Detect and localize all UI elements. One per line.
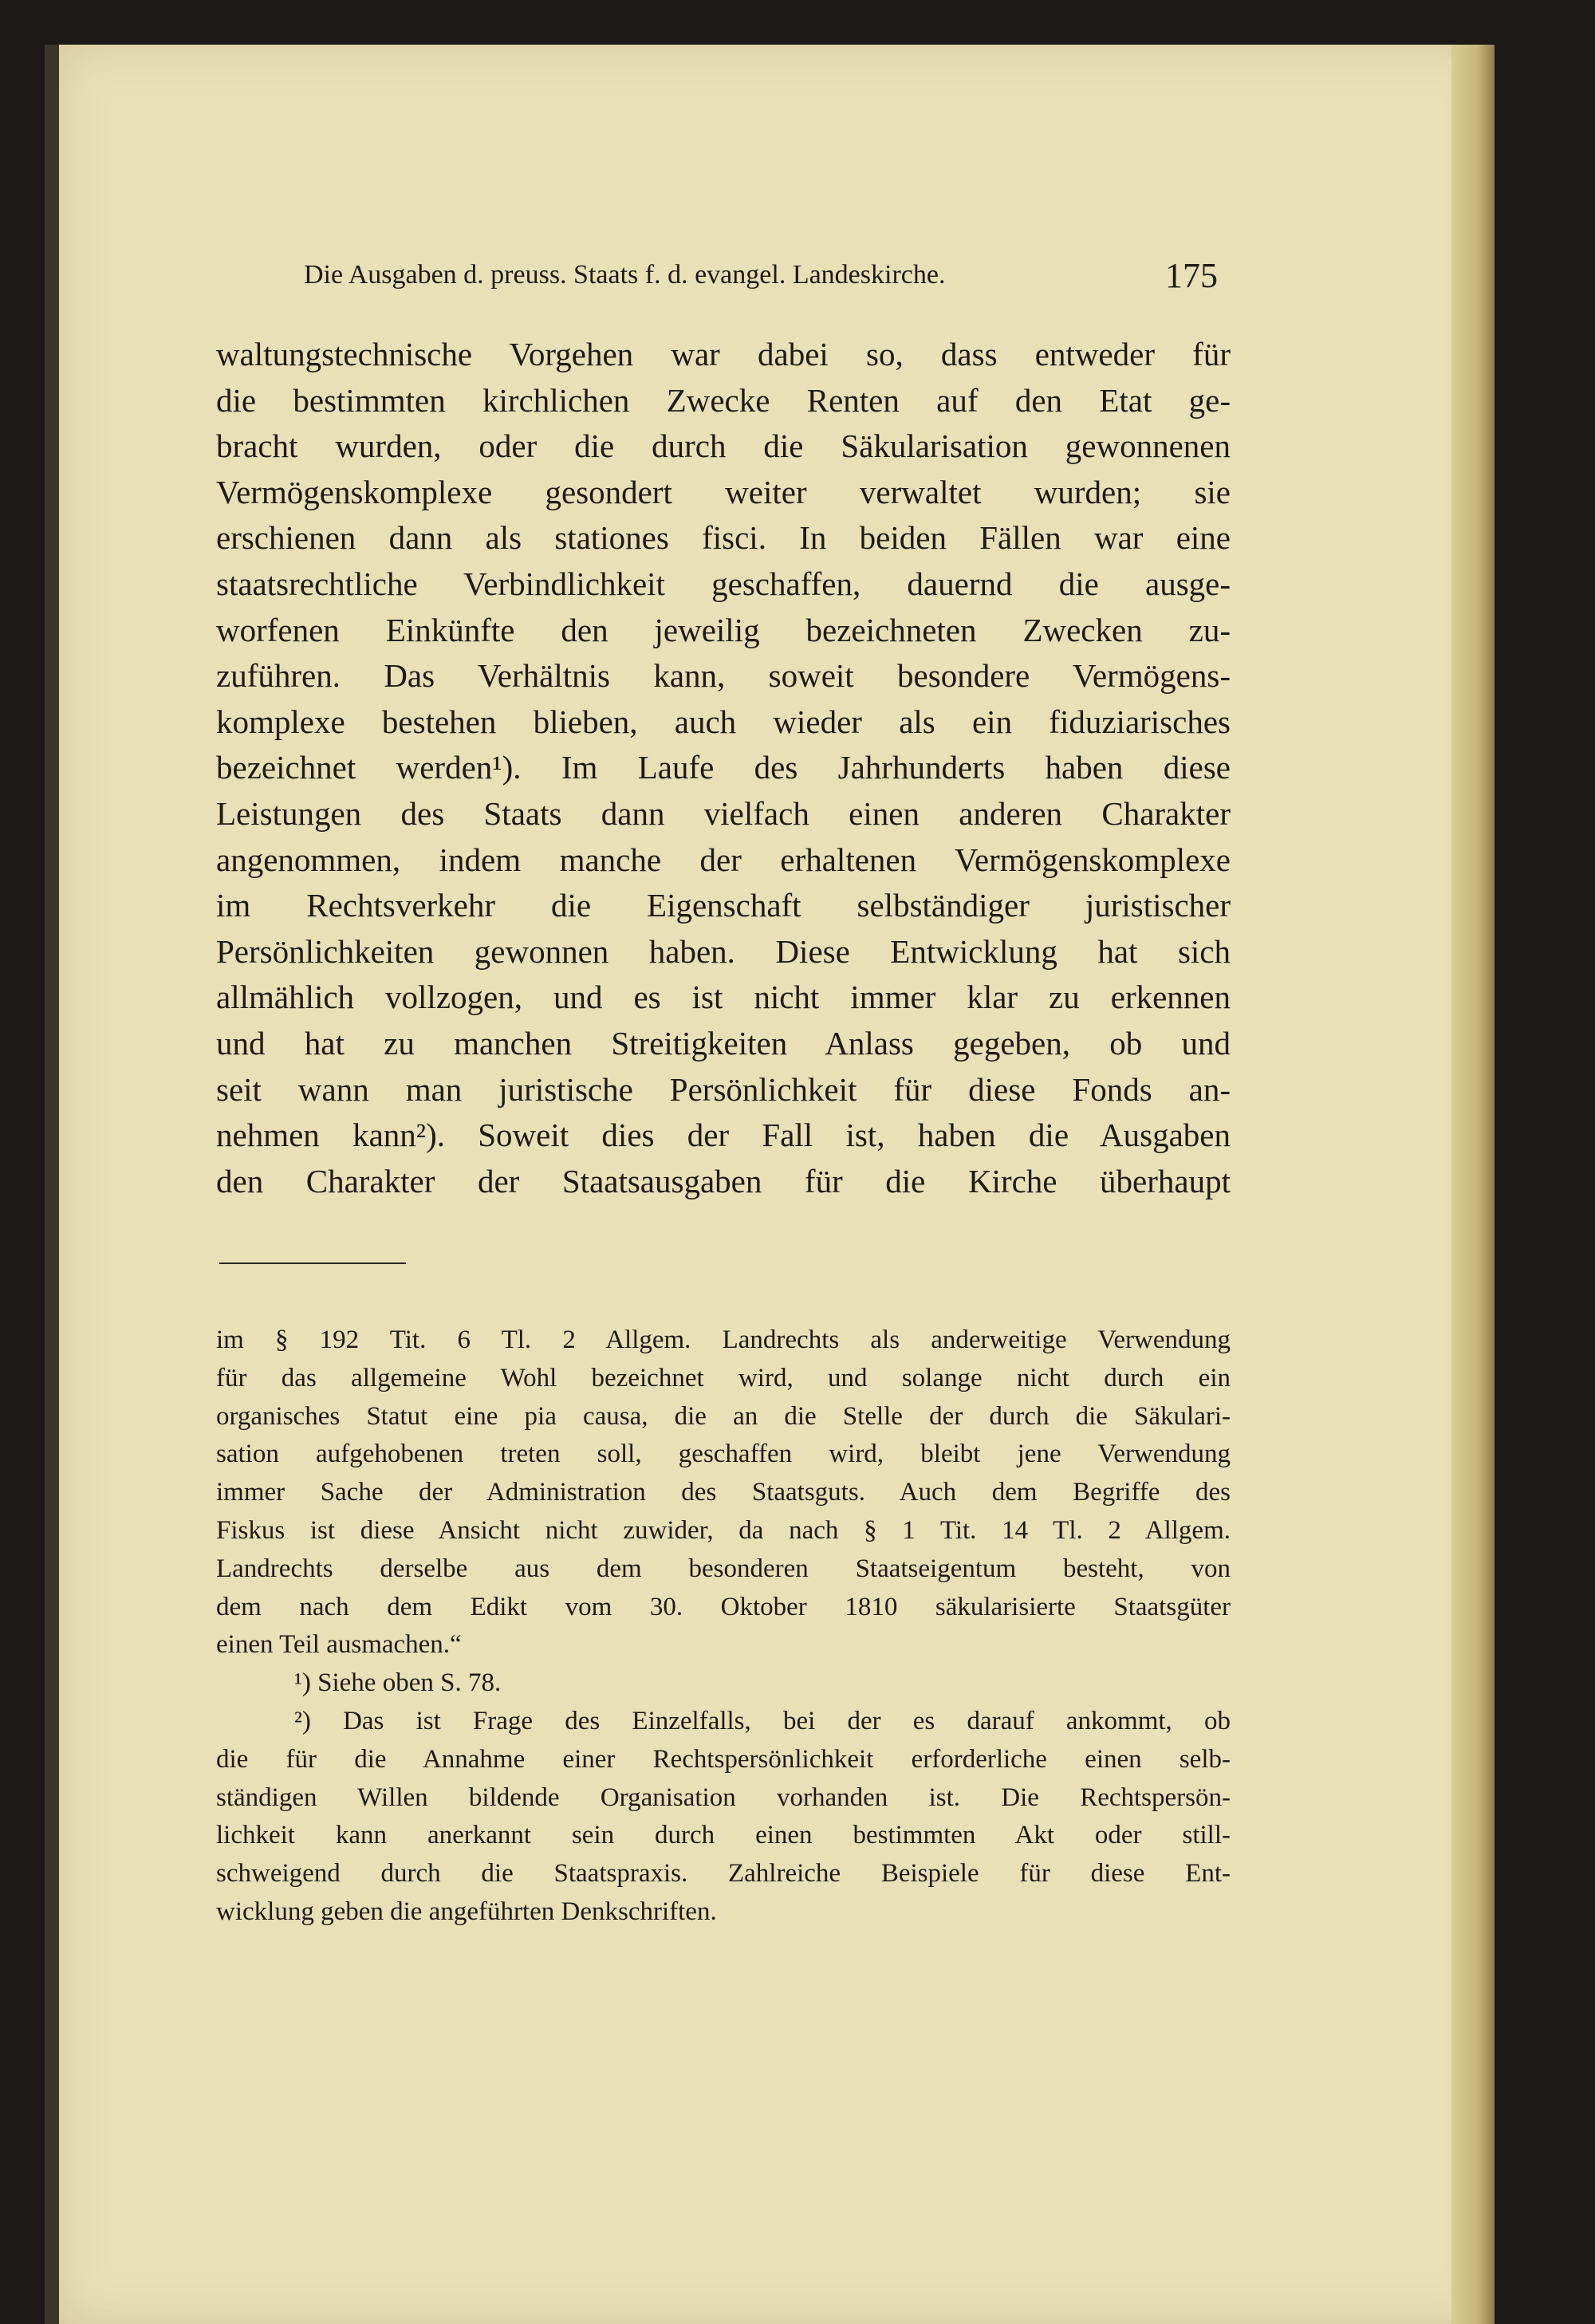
page-edge [1451, 45, 1495, 2324]
body-line: komplexe bestehen blieben, auch wieder als ein fiduziarisches [216, 703, 1231, 740]
body-line: waltungstechnische Vorgehen war dabei so, dass entweder für [216, 336, 1231, 372]
footnote-line: sation aufgehobenen treten soll, geschaffen wird, bleibt jene Verwendung [216, 1440, 1231, 1469]
footnote-line: ständigen Willen bildende Organisation vorhanden ist. Die Rechtspersön- [216, 1782, 1231, 1812]
body-line: worfenen Einkünfte den jeweilig bezeichneten Zwecken zu- [216, 611, 1231, 648]
footnote-line: dem nach dem Edikt vom 30. Oktober 1810 säkularisierte Staatsgüter [216, 1592, 1231, 1621]
body-line: zuführen. Das Verhältnis kann, soweit besondere Vermögens- [216, 657, 1231, 695]
running-header [304, 255, 1218, 295]
body-line: staatsrechtliche Verbindlichkeit geschaffen, dauernd die ausge- [216, 565, 1231, 602]
body-line: Vermögenskomplexe gesondert weiter verwaltet wurden; sie [216, 473, 1231, 510]
body-line: allmählich vollzogen, und es ist nicht immer klar zu erkennen [216, 979, 1231, 1016]
body-line: im Rechtsverkehr die Eigenschaft selbständiger juristischer [216, 887, 1231, 924]
footnote-line: lichkeit kann anerkannt sein durch einen bestimmten Akt oder still- [216, 1821, 1231, 1850]
body-line: den Charakter der Staatsausgaben für die Kirche überhaupt [216, 1162, 1231, 1199]
footnote-line: Landrechts derselbe aus dem besonderen Staatseigentum besteht, von [216, 1554, 1231, 1583]
footnote-rule [219, 1262, 406, 1264]
footnote-line: die für die Annahme einer Rechtspersönlichkeit erforderliche einen selb- [216, 1744, 1231, 1774]
footnote-line: im § 192 Tit. 6 Tl. 2 Allgem. Landrechts als anderweitige Verwendung [216, 1325, 1231, 1354]
footnote-line: Fiskus ist diese Ansicht nicht zuwider, da nach § 1 Tit. 14 Tl. 2 Allgem. [216, 1516, 1231, 1545]
footnote-line: organisches Statut eine pia causa, die an die Stelle der durch die Säkulari- [216, 1401, 1231, 1431]
binding-edge [45, 45, 59, 2324]
body-line: bezeichnet werden¹). Im Laufe des Jahrhunderts haben diese [216, 749, 1231, 786]
footnote-line: wicklung geben die angeführten Denkschriften. [216, 1897, 717, 1926]
body-line: nehmen kann²). Soweit dies der Fall ist, haben die Ausgaben [216, 1117, 1231, 1154]
footnote-line: immer Sache der Administration des Staatsguts. Auch dem Begriffe des [216, 1478, 1231, 1507]
body-line: angenommen, indem manche der erhaltenen Vermögenskomplexe [216, 841, 1231, 878]
footnote-line: einen Teil ausmachen.“ [216, 1630, 462, 1660]
body-line: Leistungen des Staats dann vielfach einen anderen Charakter [216, 795, 1231, 832]
body-line: Persönlichkeiten gewonnen haben. Diese Entwicklung hat sich [216, 932, 1231, 970]
body-line: die bestimmten kirchlichen Zwecke Renten auf den Etat ge- [216, 381, 1231, 419]
page-number: 175 [1165, 256, 1218, 295]
body-line: und hat zu manchen Streitigkeiten Anlass gegeben, ob und [216, 1025, 1231, 1062]
running-title: Die Ausgaben d. preuss. Staats f. d. evangel. Landeskirche. [304, 260, 946, 290]
body-line: erschienen dann als stationes fisci. In beiden Fällen war eine [216, 519, 1231, 557]
footnote-line: schweigend durch die Staatspraxis. Zahlreiche Beispiele für diese Ent- [216, 1859, 1231, 1889]
body-line: bracht wurden, oder die durch die Säkularisation gewonnenen [216, 427, 1231, 465]
body-line: seit wann man juristische Persönlichkeit für diese Fonds an- [216, 1070, 1231, 1108]
footnote-line: für das allgemeine Wohl bezeichnet wird, und solange nicht durch ein [216, 1363, 1231, 1392]
footnote-line: ²) Das ist Frage des Einzelfalls, bei der es darauf ankommt, ob [294, 1707, 1231, 1735]
footnote-line: ¹) Siehe oben S. 78. [294, 1668, 502, 1698]
